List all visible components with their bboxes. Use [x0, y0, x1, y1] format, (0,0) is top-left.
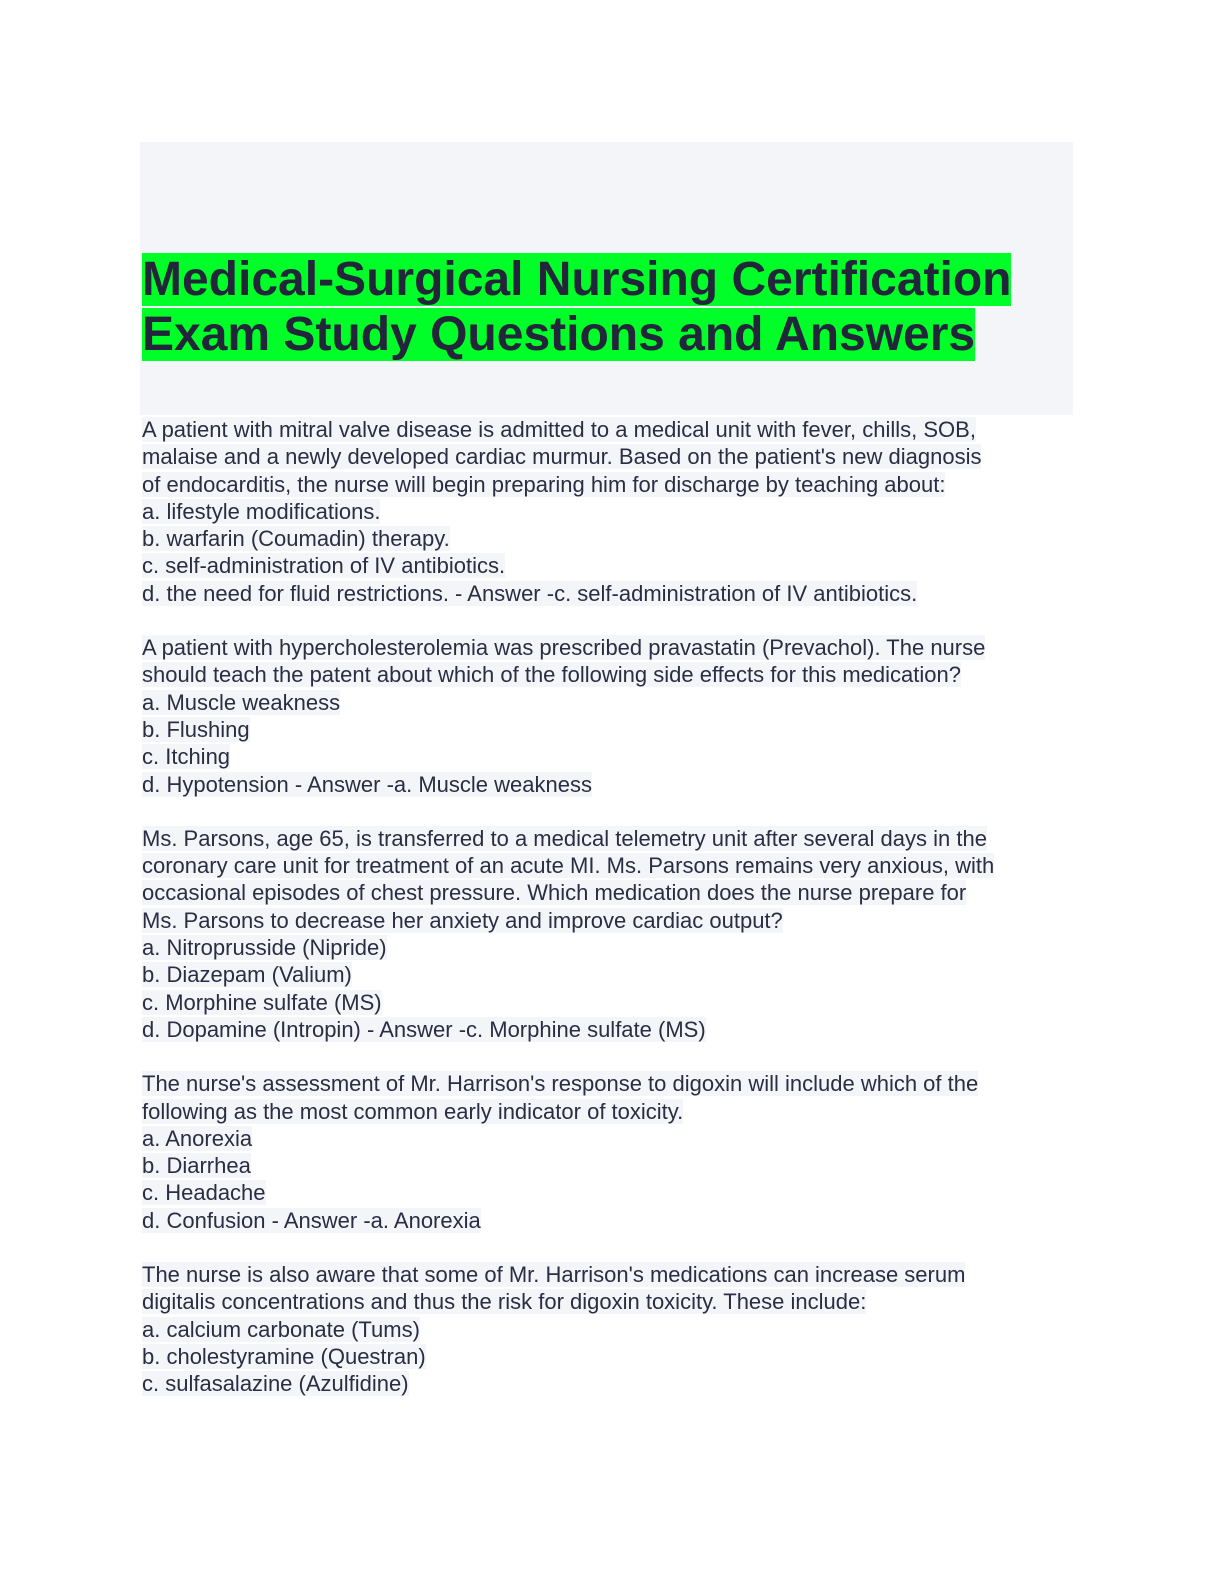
question-text-line: The nurse is also aware that some of Mr. Harrison's medications can increase serum — [142, 1262, 966, 1288]
answer-option: b. warfarin (Coumadin) therapy. — [142, 526, 450, 552]
answer-option: a. lifestyle modifications. — [142, 498, 381, 524]
questions-list — [142, 416, 1077, 1425]
question-text-line: digitalis concentrations and thus the risk for digoxin toxicity. These include: — [142, 1289, 867, 1315]
question-text-line: A patient with mitral valve disease is admitted to a medical unit with fever, chills, SOB, — [142, 417, 976, 442]
answer-option: b. cholestyramine (Questran) — [142, 1343, 426, 1369]
question-text-line: Ms. Parsons to decrease her anxiety and improve cardiac output? — [142, 907, 783, 933]
question-text-line: coronary care unit for treatment of an acute MI. Ms. Parsons remains very anxious, with — [142, 853, 995, 879]
question-text-line: A patient with hypercholesterolemia was prescribed pravastatin (Prevachol). The nurse — [142, 635, 986, 661]
question-text-line: following as the most common early indicator of toxicity. — [142, 1098, 684, 1124]
answer-option: b. Diazepam (Valium) — [142, 962, 352, 988]
question-text-line: Ms. Parsons, age 65, is transferred to a medical telemetry unit after several days in the — [142, 825, 987, 851]
document-title — [142, 252, 1011, 362]
answer-option: b. Diarrhea — [142, 1153, 251, 1179]
answer-option: c. Itching — [142, 744, 231, 770]
answer-option: b. Flushing — [142, 716, 250, 742]
title-line-2: Exam Study Questions and Answers — [142, 308, 976, 361]
question-block — [142, 1261, 1077, 1397]
answer-option-with-key: d. Confusion - Answer -a. Anorexia — [142, 1207, 481, 1233]
answer-option: c. self-administration of IV antibiotics. — [142, 553, 506, 579]
title-line-1: Medical-Surgical Nursing Certification — [142, 253, 1012, 306]
answer-option: a. Muscle weakness — [142, 689, 341, 715]
question-text-line: malaise and a newly developed cardiac murmur. Based on the patient's new diagnosis — [142, 444, 982, 470]
answer-option: c. Headache — [142, 1180, 266, 1206]
answer-option: a. Nitroprusside (Nipride) — [142, 935, 387, 961]
answer-option-with-key: d. Hypotension - Answer -a. Muscle weakness — [142, 771, 592, 797]
question-text-line: occasional episodes of chest pressure. Which medication does the nurse prepare for — [142, 880, 967, 906]
question-block — [142, 825, 1077, 1043]
question-text-line: should teach the patent about which of the following side effects for this medication? — [142, 662, 961, 688]
answer-option: a. Anorexia — [142, 1125, 253, 1151]
answer-option: c. Morphine sulfate (MS) — [142, 989, 382, 1015]
answer-option-with-key: d. the need for fluid restrictions. - Answer -c. self-administration of IV antibiotics. — [142, 580, 918, 606]
question-block — [142, 634, 1077, 798]
answer-option: c. sulfasalazine (Azulfidine) — [142, 1371, 409, 1397]
question-block — [142, 416, 1077, 607]
answer-option-with-key: d. Dopamine (Intropin) - Answer -c. Morphine sulfate (MS) — [142, 1016, 706, 1042]
question-block — [142, 1070, 1077, 1234]
answer-option: a. calcium carbonate (Tums) — [142, 1316, 420, 1342]
question-text-line: of endocarditis, the nurse will begin preparing him for discharge by teaching about: — [142, 471, 946, 497]
question-text-line: The nurse's assessment of Mr. Harrison's response to digoxin will include which of the — [142, 1071, 979, 1097]
